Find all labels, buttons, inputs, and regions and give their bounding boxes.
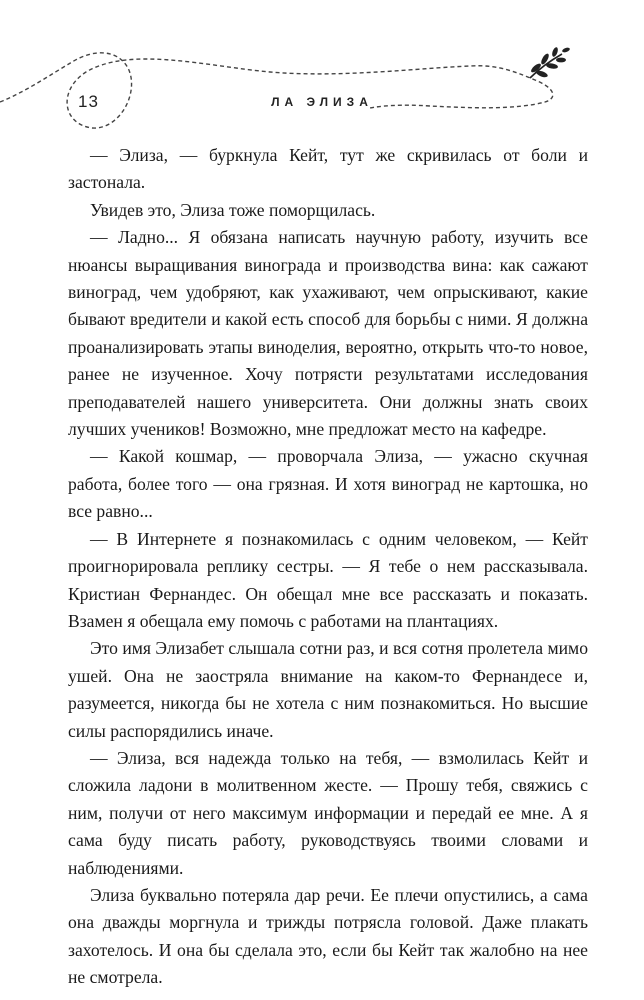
paragraph: — В Интернете я познакомилась с одним человеком, — Кейт проигнорировала реплику сестры. — Я тебе о нем рассказывала. Кристиан Фернандес. Он обещал мне все рассказать и показать. Взамен я обещала ему помочь с работами на плантациях.	[68, 528, 588, 631]
paragraph: — Ладно... Я обязана написать научную работу, изучить все нюансы выращивания винограда и производства вина: как сажают виноград, чем удобряют, как ухаживают, чем опрыскивают, какие бывают вредители и какой есть способ для борьбы с ними. Я должна проанализировать этапы виноделия, вероятно, открыть что-то новое, ранее не изученное. Хочу потрясти результатами исследования преподавателей нашего университета. Они должны знать своих лучших учеников! Возможно, мне предложат место на кафедре.	[68, 227, 588, 440]
paragraph: Элиза буквально потеряла дар речи. Ее плечи опустились, а сама она дважды моргнула и трижды потрясла головой. Даже плакать захотелось. И она бы сделала это, если бы Кейт так жалобно на нее не смотрела.	[68, 884, 588, 988]
paragraph: — Элиза, — буркнула Кейт, тут же скривилась от боли и застонала.	[68, 145, 588, 193]
paragraph: Увидев это, Элиза тоже поморщилась.	[90, 199, 376, 220]
body-text	[68, 142, 588, 992]
paragraph: Это имя Элизабет слышала сотни раз, и вся сотня пролетела мимо ушей. Она не заостряла внимание на каком-то Фернандесе и, разумеется, никогда бы не хотела с ним познакомиться. Но высшие силы распорядились иначе.	[68, 638, 588, 741]
page-number: 13	[78, 92, 99, 111]
olive-branch-icon	[530, 46, 571, 78]
paragraph: — Какой кошмар, — проворчала Элиза, — ужасно скучная работа, более того — она грязная. И хотя виноград не картошка, но все равно...	[68, 446, 588, 522]
dashed-swirl-path	[0, 53, 553, 128]
paragraph: — Элиза, вся надежда только на тебя, — взмолилась Кейт и сложила ладони в молитвенном жесте. — Прошу тебя, свяжись с ним, получи от него максимум информации и передай ее мне. А я сама буду писать работу, руководствуясь твоими словами и наблюдениями.	[68, 747, 588, 878]
running-header: ЛА ЭЛИЗА	[271, 95, 373, 109]
